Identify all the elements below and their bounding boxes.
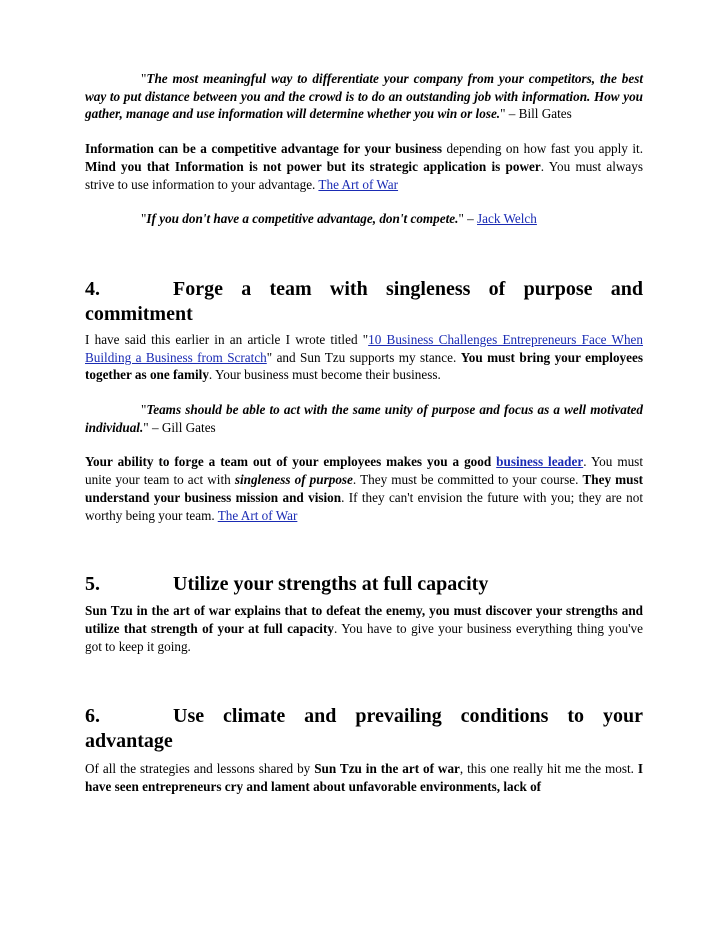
quote-attribution: " – Gill Gates bbox=[143, 419, 216, 435]
section-number: 5. bbox=[85, 573, 100, 596]
section-title: Use climate and prevailing conditions to your advantage bbox=[85, 705, 643, 753]
link-art-of-war[interactable]: The Art of War bbox=[318, 176, 399, 192]
quote-gill-gates: "Teams should be able to act with the same unity of purpose and focus as a well motivated individual." – Gill Gates bbox=[85, 402, 643, 435]
link-art-of-war-2[interactable]: The Art of War bbox=[217, 507, 298, 523]
quote-text: If you don't have a competitive advantage, don't compete. bbox=[146, 211, 459, 227]
section4-paragraph-2: Your ability to forge a team out of your employees makes you a good business leader. You must unite your team to act with singleness of purpose. They must be committed to your course. They must understand your business mission and vision. If they can't envision the future with you; they are not worthy being your team. The Art of War bbox=[85, 454, 643, 523]
section-heading-5 bbox=[85, 572, 643, 597]
section-number: 4. bbox=[85, 277, 100, 300]
section-number: 6. bbox=[85, 705, 100, 728]
link-business-leader[interactable]: business leader bbox=[496, 454, 584, 470]
link-business-challenges-article[interactable]: 10 Business Challenges Entrepreneurs Face When Building a Business from Scratch bbox=[85, 331, 643, 365]
quote-attribution: " – Bill Gates bbox=[500, 106, 572, 122]
quote-jack-welch: "If you don't have a competitive advantage, don't compete." – Jack Welch bbox=[141, 211, 537, 227]
quote-text: Teams should be able to act with the same unity of purpose and focus as a well motivated individual. bbox=[85, 402, 643, 435]
section5-paragraph-1: Sun Tzu in the art of war explains that to defeat the enemy, you must discover your strengths and utilize that strength of your at full capacity. You have to give your business everything thing you've got to keep it going. bbox=[85, 603, 643, 654]
document-page bbox=[85, 70, 643, 796]
section-title: Forge a team with singleness of purpose and commitment bbox=[85, 277, 643, 325]
section-title: Utilize your strengths at full capacity bbox=[173, 573, 489, 596]
section6-paragraph-1: Of all the strategies and lessons shared by Sun Tzu in the art of war, this one really hit me the most. I have seen entrepreneurs cry and lament about unfavorable environments, lack of bbox=[85, 761, 643, 795]
quote-text: The most meaningful way to differentiate your company from your competitors, the best way to put distance between you and the crowd is to do an outstanding job with information. How you gather, manage and use information will determine whether you win or lose. bbox=[85, 71, 643, 122]
link-jack-welch[interactable]: Jack Welch bbox=[477, 211, 537, 227]
section-heading-6 bbox=[85, 704, 643, 754]
section-heading-4 bbox=[85, 277, 643, 327]
quote-bill-gates: "The most meaningful way to differentiate your company from your competitors, the best way to put distance between you and the crowd is to do an outstanding job with information. How you gather, manage and use information will determine whether you win or lose." – Bill Gates bbox=[85, 71, 643, 122]
paragraph-information: Information can be a competitive advantage for your business depending on how fast you apply it. Mind you that Information is not power but its strategic application is power. You must always strive to use information to your advantage. The Art of War bbox=[85, 141, 643, 192]
section4-paragraph-1: I have said this earlier in an article I wrote titled "10 Business Challenges Entrepreneurs Face When Building a Business from Scratch" and Sun Tzu supports my stance. You must bring your employees together as one family. Your business must become their business. bbox=[85, 331, 643, 383]
